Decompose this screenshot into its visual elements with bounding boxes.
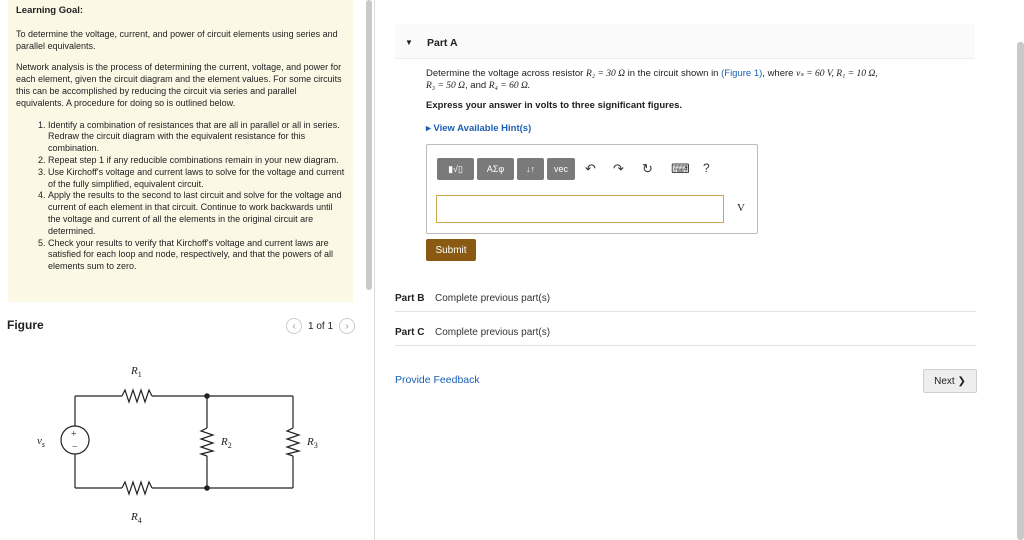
right-panel	[395, 0, 980, 540]
resistor-r4	[122, 482, 152, 494]
label-r2: $R_2$	[221, 436, 232, 450]
step-item: 4. Apply the results to the second to last circuit and solve for the voltage and current of each element in that circuit. Continue to work backwards until the voltage and current of all the elements in the original circuit are determined.	[48, 190, 345, 237]
submit-button[interactable]: Submit	[426, 239, 476, 261]
part-a-header[interactable]	[395, 24, 975, 59]
step-item: 1. Identify a combination of resistances that are all in parallel or all in series. Redraw the circuit diagram with the equivalent resistance for this combination.	[48, 120, 345, 155]
source-plus: +	[71, 429, 77, 440]
provide-feedback-link[interactable]: Provide Feedback	[395, 374, 480, 386]
circuit-diagram	[25, 358, 345, 528]
answer-unit: V	[737, 202, 745, 214]
next-button[interactable]: Next ❯	[923, 369, 977, 393]
learning-goal-body: Network analysis is the process of determining the current, voltage, and power for each element, given the circuit diagram and the element values. For some circuits this can be accomplished by reducing the circuit via series and parallel equivalents. A procedure for doing so is outlined below.	[16, 62, 342, 108]
step-item: 5. Check your results to verify that Kirchoff's voltage and current laws are satisfied for each loop and node, respectively, and that the powers of all elements sum to zero.	[48, 238, 345, 273]
source-minus: −	[72, 442, 78, 453]
part-a-question: Determine the voltage across resistor R₂ = 30 Ω in the circuit shown in (Figure 1), where vₛ = 60 V, R₁ = 10 Ω, R₃ = 50 Ω, and R₄ = 60 Ω.	[426, 68, 878, 91]
learning-goal-box	[8, 0, 353, 302]
part-c-status: Complete previous part(s)	[435, 327, 551, 338]
node-top	[204, 393, 210, 399]
part-b-row[interactable]	[395, 293, 976, 312]
part-b-label: Part B	[395, 293, 425, 304]
templates-button[interactable]: ▮√▯	[437, 158, 474, 180]
redo-icon[interactable]: ↷	[613, 161, 624, 176]
next-figure-button[interactable]: ›	[339, 318, 355, 334]
resistor-r2	[201, 428, 213, 456]
r2-value: R₂ = 30 Ω	[585, 69, 625, 79]
greek-symbols-button[interactable]: ΑΣφ	[477, 158, 514, 180]
math-answer-editor	[426, 144, 758, 234]
step-item: 2. Repeat step 1 if any reducible combinations remain in your new diagram.	[48, 155, 345, 167]
label-r1: $R_1$	[131, 365, 142, 379]
part-c-row[interactable]	[395, 327, 976, 346]
figure-title: Figure	[7, 318, 44, 332]
undo-icon[interactable]: ↶	[585, 161, 596, 176]
part-c-label: Part C	[395, 327, 425, 338]
arrows-button[interactable]: ↓↑	[517, 158, 544, 180]
figure-page-indicator: 1 of 1	[308, 320, 334, 332]
left-scrollbar[interactable]	[366, 0, 372, 290]
resistor-r1	[122, 390, 152, 402]
vector-button[interactable]: vec	[547, 158, 575, 180]
node-bottom	[204, 485, 210, 491]
panel-divider	[374, 0, 375, 540]
procedure-steps	[24, 120, 345, 273]
label-vs: $v_s$	[37, 435, 46, 449]
answer-input[interactable]	[436, 195, 724, 223]
figure-pager	[286, 318, 355, 334]
view-hints-link[interactable]: ▸ View Available Hint(s)	[426, 123, 532, 134]
learning-goal-intro: To determine the voltage, current, and power of circuit elements using series and parallel equivalents.	[16, 28, 338, 51]
left-panel	[0, 0, 374, 540]
collapse-caret-icon[interactable]: ▼	[405, 38, 413, 47]
figure-link[interactable]: (Figure 1)	[721, 68, 763, 79]
part-a-title: Part A	[427, 37, 458, 49]
label-r4: $R_4$	[131, 511, 142, 525]
reset-icon[interactable]: ↻	[642, 161, 653, 176]
step-item: 3. Use Kirchoff's voltage and current laws to solve for the voltage and current of the fully simplified, equivalent circuit.	[48, 167, 345, 191]
answer-instructions: Express your answer in volts to three significant figures.	[426, 100, 683, 111]
prev-figure-button[interactable]: ‹	[286, 318, 302, 334]
right-scrollbar[interactable]	[1017, 42, 1024, 540]
part-b-status: Complete previous part(s)	[435, 293, 551, 304]
resistor-r3	[287, 428, 299, 456]
learning-goal-title: Learning Goal:	[16, 5, 84, 16]
label-r3: $R_3$	[307, 436, 318, 450]
keyboard-icon[interactable]: ⌨	[671, 161, 690, 176]
help-icon[interactable]: ?	[703, 161, 710, 175]
